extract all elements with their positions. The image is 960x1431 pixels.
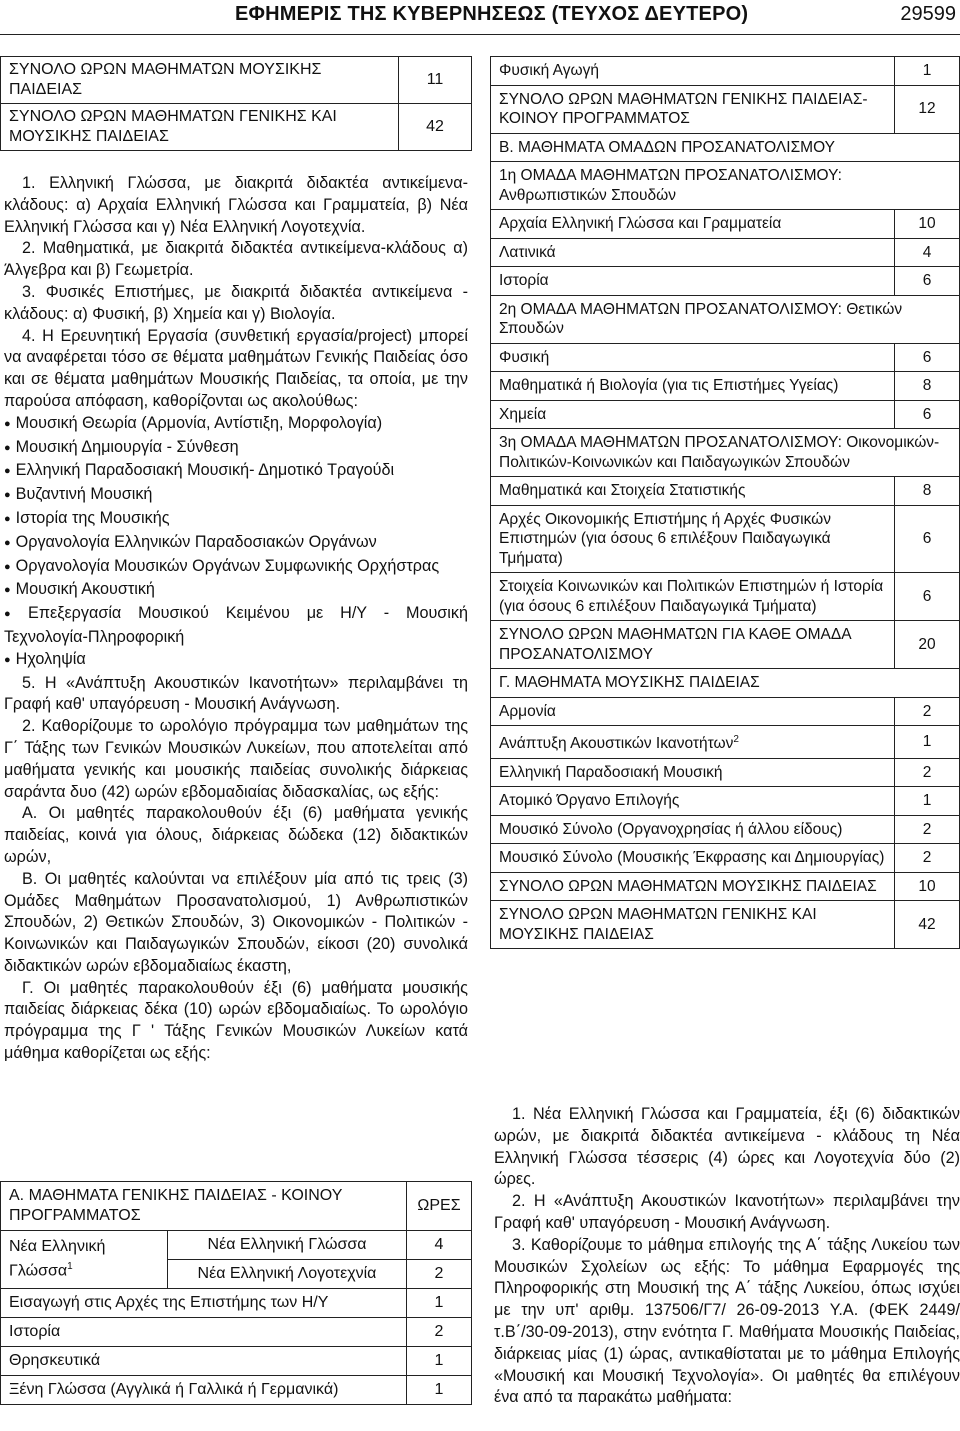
- row-label: Θρησκευτικά: [1, 1347, 407, 1376]
- paragraph: 1. Ελληνική Γλώσσα, με διακριτά διδακτέα αντικείμενα-κλάδους: α) Αρχαία Ελληνική Γλώσσα και Γραμματεία, β) Νέα Ελληνική Γλώσσα και γ) Νέα Ελληνική Λογοτεχνία.: [4, 174, 468, 236]
- orientation-music-table: [490, 56, 960, 949]
- row-label: [491, 758, 895, 787]
- row-label: ΣΥΝΟΛΟ ΩΡΩΝ ΜΑΘΗΜΑΤΩΝ ΓΙΑ ΚΑΘΕ ΟΜΑΔΑ ΠΡΟΣΑΝΑΤΟΛΙΣΜΟΥ: [491, 621, 895, 669]
- paragraph: 2. Μαθηματικά, με διακριτά διδακτέα αντικείμενα-κλάδους α) Άλγεβρα και β) Γεωμετρία.: [4, 239, 468, 280]
- row-value: 11: [399, 57, 472, 104]
- row-label: Χημεία: [491, 400, 895, 429]
- table-row: [491, 726, 960, 759]
- row-label: Φυσική Αγωγή: [491, 57, 895, 86]
- row-label: Νέα Ελληνική Γλώσσα: [168, 1231, 407, 1260]
- row-label: [491, 726, 895, 759]
- row-value: 8: [895, 372, 960, 401]
- row-value: 6: [895, 267, 960, 296]
- table-row: [491, 162, 960, 210]
- footnote-mark: 1: [67, 1261, 73, 1273]
- bullet-item: ● Οργανολογία Μουσικών Οργάνων Συμφωνικής Ορχήστρας: [4, 556, 468, 580]
- paragraph: 2. Η «Ανάπτυξη Ακουστικών Ικανοτήτων» περιλαμβάνει την Γραφή καθ' υπαγόρευση - Μουσική Ανάγνωση.: [494, 1192, 960, 1232]
- left-body-text: [4, 173, 468, 1065]
- group-header: 1η ΟΜΑΔΑ ΜΑΘΗΜΑΤΩΝ ΠΡΟΣΑΝΑΤΟΛΙΣΜΟΥ: Ανθρωπιστικών Σπουδών: [491, 162, 960, 210]
- bullet-item: ● Βυζαντινή Μουσική: [4, 484, 468, 508]
- bullet-item: ● Ιστορία της Μουσικής: [4, 508, 468, 532]
- table-row: [491, 210, 960, 239]
- row-value: 6: [895, 400, 960, 429]
- row-label: [491, 697, 895, 726]
- row-label: Ξένη Γλώσσα (Αγγλικά ή Γαλλικά ή Γερμανικά): [1, 1376, 407, 1405]
- general-education-table: [0, 1181, 472, 1405]
- group-header: 3η ΟΜΑΔΑ ΜΑΘΗΜΑΤΩΝ ΠΡΟΣΑΝΑΤΟΛΙΣΜΟΥ: Οικονομικών-Πολιτικών-Κοινωνικών και Παιδαγωγικών Σπουδών: [491, 429, 960, 477]
- paragraph: Β. Οι μαθητές καλούνται να επιλέξουν μία από τις τρεις (3) Ομάδες Μαθημάτων Προσανατολισμού, 1) Ανθρωπιστικών Σπουδών, 2) Θετικών Σπουδών, 3) Οικονομικών - Πολιτικών - Κοινωνικών και Παιδαγωγικών Σπουδών, είκοσι (20) συνολικά διδακτικών ωρών εβδομαδιαίως έκαστη,: [4, 869, 468, 975]
- table-row: [1, 57, 472, 104]
- row-value: 6: [895, 343, 960, 372]
- row-label: Νέα Ελληνική Λογοτεχνία: [168, 1260, 407, 1289]
- table-row: [491, 85, 960, 133]
- table-row: [491, 901, 960, 949]
- page-header: [0, 0, 960, 35]
- row-label: Μαθηματικά ή Βιολογία (για τις Επιστήμες Υγείας): [491, 372, 895, 401]
- page-number: 29599: [900, 3, 956, 25]
- row-label: Ιστορία: [1, 1318, 407, 1347]
- row-label-text: Ατομικό Όργανο Επιλογής: [499, 792, 680, 810]
- row-value: 1: [895, 57, 960, 86]
- row-label: ΣΥΝΟΛΟ ΩΡΩΝ ΜΑΘΗΜΑΤΩΝ ΜΟΥΣΙΚΗΣ ΠΑΙΔΕΙΑΣ: [491, 872, 895, 901]
- table-row: [491, 844, 960, 873]
- bullet-item: ● Μουσική Θεωρία (Αρμονία, Αντίστιξη, Μορφολογία): [4, 413, 468, 437]
- row-label: Στοιχεία Κοινωνικών και Πολιτικών Επιστημών ή Ιστορία (για όσους 6 επιλέξουν Παιδαγωγικά Τμήματα): [491, 573, 895, 621]
- row-label-text: Αρμονία: [499, 702, 556, 720]
- bullet-item: ● Επεξεργασία Μουσικού Κειμένου με Η/Υ - Μουσική Τεχνολογία-Πληροφορική: [4, 603, 468, 649]
- row-label-text: Ανάπτυξη Ακουστικών Ικανοτήτων: [499, 735, 734, 753]
- table-row: [491, 669, 960, 698]
- paragraph: Γ. Οι μαθητές παρακολουθούν έξι (6) μαθήματα μουσικής παιδείας διάρκειας δέκα (10) ωρών εβδομαδιαίως. Το ωρολόγιο πρόγραμμα της Γ ' Τάξης Γενικών Μουσικών Λυκείων κατά μάθημα καθορίζεται ως εξής:: [4, 978, 468, 1063]
- row-label: ΣΥΝΟΛΟ ΩΡΩΝ ΜΑΘΗΜΑΤΩΝ ΓΕΝΙΚΗΣ ΚΑΙ ΜΟΥΣΙΚΗΣ ΠΑΙΔΕΙΑΣ: [1, 104, 399, 151]
- group-header: 2η ΟΜΑΔΑ ΜΑΘΗΜΑΤΩΝ ΠΡΟΣΑΝΑΤΟΛΙΣΜΟΥ: Θετικών Σπουδών: [491, 295, 960, 343]
- row-label: Μαθηματικά και Στοιχεία Στατιστικής: [491, 477, 895, 506]
- table-row: [491, 238, 960, 267]
- table-row: [1, 1289, 472, 1318]
- top-summary-table: [0, 56, 472, 151]
- row-label-text: Μουσικό Σύνολο (Οργανοχρησίας ή άλλου είδους): [499, 820, 843, 838]
- row-label: ΣΥΝΟΛΟ ΩΡΩΝ ΜΑΘΗΜΑΤΩΝ ΓΕΝΙΚΗΣ ΠΑΙΔΕΙΑΣ-ΚΟΙΝΟΥ ΠΡΟΓΡΑΜΜΑΤΟΣ: [491, 85, 895, 133]
- table-row: [1, 1347, 472, 1376]
- row-value: 10: [895, 872, 960, 901]
- bullet-item: ● Οργανολογία Ελληνικών Παραδοσιακών Οργάνων: [4, 532, 468, 556]
- table-row: [491, 621, 960, 669]
- table-row: [491, 400, 960, 429]
- row-label: Ιστορία: [491, 267, 895, 296]
- bullet-item: ● Μουσική Δημιουργία - Σύνθεση: [4, 437, 468, 461]
- paragraph: 3. Καθορίζουμε το μάθημα επιλογής της Α΄ τάξης Λυκείου των Μουσικών Σχολείων ως εξής: Το μάθημα Εφαρμογές της Πληροφορικής στη Μουσική της Α΄ τάξης Λυκείου, όπως ισχύει με την υπ' αριθμ. 137506/Γ7/ 26-09-2013 Υ.Α. (ΦΕΚ 2449/τ.Β΄/30-09-2013), στην ενότητα Γ. Μαθήματα Μουσικής Παιδείας, διάρκειας μίας (1) ώρας, αντικαθίσταται με το μάθημα Επιλογής «Μουσική και Μουσική Τεχνολογία». Οι μαθητές θα επιλέγουν ένα από τα παρακάτω μαθήματα:: [494, 1235, 960, 1407]
- paragraph: 3. Φυσικές Επιστήμες, με διακριτά διδακτέα αντικείμενα - κλάδους: α) Φυσική, β) Χημεία και γ) Βιολογία.: [4, 282, 468, 323]
- table-row: [491, 429, 960, 477]
- right-body-text: [494, 1104, 960, 1409]
- row-value: 8: [895, 477, 960, 506]
- row-value: 2: [407, 1318, 472, 1347]
- table-row: [1, 1318, 472, 1347]
- group-label: [1, 1231, 168, 1289]
- table-row: [491, 372, 960, 401]
- section-header: Β. ΜΑΘΗΜΑΤΑ ΟΜΑΔΩΝ ΠΡΟΣΑΝΑΤΟΛΙΣΜΟΥ: [491, 133, 960, 162]
- table-row: [491, 295, 960, 343]
- table-row: [491, 758, 960, 787]
- bullet-item: ● Μουσική Ακουστική: [4, 579, 468, 603]
- table-row: [491, 872, 960, 901]
- row-label: Αρχές Οικονομικής Επιστήμης ή Αρχές Φυσικών Επιστημών (για όσους 6 επιλέξουν Παιδαγωγικά Τμήματα): [491, 505, 895, 573]
- row-value: 6: [895, 505, 960, 573]
- row-value: 2: [895, 697, 960, 726]
- row-value: 4: [895, 238, 960, 267]
- table-row: [491, 697, 960, 726]
- row-value: 1: [407, 1347, 472, 1376]
- row-label: Φυσική: [491, 343, 895, 372]
- section-header: Γ. ΜΑΘΗΜΑΤΑ ΜΟΥΣΙΚΗΣ ΠΑΙΔΕΙΑΣ: [491, 669, 960, 698]
- row-label: Αρχαία Ελληνική Γλώσσα και Γραμματεία: [491, 210, 895, 239]
- row-value: 2: [895, 815, 960, 844]
- paragraph: 1. Νέα Ελληνική Γλώσσα και Γραμματεία, έξι (6) διδακτικών ωρών, με διακριτά διδακτέα αντικείμενα - κλάδους τη Νέα Ελληνική Γλώσσα τέσσερις (4) ώρες και Λογοτεχνία δύο (2) ώρες.: [494, 1105, 960, 1189]
- table-row: [1, 1376, 472, 1405]
- table-row: [491, 57, 960, 86]
- table-row: [491, 505, 960, 573]
- hours-header: ΩΡΕΣ: [407, 1182, 472, 1231]
- row-value: 10: [895, 210, 960, 239]
- table-row: [491, 787, 960, 816]
- table-row: [491, 815, 960, 844]
- row-value: 1: [407, 1289, 472, 1318]
- row-value: 1: [407, 1376, 472, 1405]
- bullet-item: ● Ελληνική Παραδοσιακή Μουσική- Δημοτικό Τραγούδι: [4, 460, 468, 484]
- row-label: ΣΥΝΟΛΟ ΩΡΩΝ ΜΑΘΗΜΑΤΩΝ ΓΕΝΙΚΗΣ ΚΑΙ ΜΟΥΣΙΚΗΣ ΠΑΙΔΕΙΑΣ: [491, 901, 895, 949]
- gazette-title: ΕΦΗΜΕΡΙΣ ΤΗΣ ΚΥΒΕΡΝΗΣΕΩΣ (ΤΕΥΧΟΣ ΔΕΥΤΕΡΟ): [235, 3, 749, 25]
- paragraph: 4. Η Ερευνητική Εργασία (συνθετική εργασία/project) μπορεί να αναφέρεται τόσο σε θέματα μαθημάτων Γενικής Παιδείας όσο και σε θέματα μαθημάτων Μουσικής Παιδείας, τα οποία, με την παρούσα απόφαση, καθορίζονται ως ακολούθως:: [4, 326, 468, 410]
- row-value: 42: [895, 901, 960, 949]
- row-value: 20: [895, 621, 960, 669]
- row-value: 1: [895, 726, 960, 759]
- row-label: [491, 815, 895, 844]
- table-header: Α. ΜΑΘΗΜΑΤΑ ΓΕΝΙΚΗΣ ΠΑΙΔΕΙΑΣ - ΚΟΙΝΟΥ ΠΡΟΓΡΑΜΜΑΤΟΣ: [1, 1182, 407, 1231]
- row-value: 6: [895, 573, 960, 621]
- row-value: 2: [895, 758, 960, 787]
- row-value: 2: [407, 1260, 472, 1289]
- row-value: 1: [895, 787, 960, 816]
- row-label: Εισαγωγή στις Αρχές της Επιστήμης των Η/Υ: [1, 1289, 407, 1318]
- group-label-text: Νέα Ελληνική Γλώσσα: [9, 1238, 106, 1280]
- table-row: [1, 1231, 472, 1260]
- table-row: [491, 477, 960, 506]
- row-label-text: Ελληνική Παραδοσιακή Μουσική: [499, 763, 723, 781]
- footnote-mark: 2: [733, 734, 739, 745]
- row-label: ΣΥΝΟΛΟ ΩΡΩΝ ΜΑΘΗΜΑΤΩΝ ΜΟΥΣΙΚΗΣ ΠΑΙΔΕΙΑΣ: [1, 57, 399, 104]
- table-row: [491, 343, 960, 372]
- row-value: 42: [399, 104, 472, 151]
- row-value: 4: [407, 1231, 472, 1260]
- paragraph: 2. Καθορίζουμε το ωρολόγιο πρόγραμμα των μαθημάτων της Γ΄ Τάξης των Γενικών Μουσικών Λυκείων, που αποτελείται από μαθήματα γενικής και μουσικής παιδείας συνολικής διάρκειας σαράντα δυο (42) ωρών εβδομαδιαίας διδασκαλίας, ως εξής:: [4, 717, 468, 801]
- row-label-text: Μουσικό Σύνολο (Μουσικής Έκφρασης και Δημιουργίας): [499, 849, 885, 867]
- bullet-item: ● Ηχοληψία: [4, 649, 468, 673]
- row-label: [491, 844, 895, 873]
- row-label: [491, 787, 895, 816]
- table-row: [1, 104, 472, 151]
- row-label: Λατινικά: [491, 238, 895, 267]
- row-value: 2: [895, 844, 960, 873]
- paragraph: 5. Η «Ανάπτυξη Ακουστικών Ικανοτήτων» περιλαμβάνει τη Γραφή καθ' υπαγόρευση - Μουσική Ανάγνωση.: [4, 673, 468, 714]
- paragraph: Α. Οι μαθητές παρακολουθούν έξι (6) μαθήματα γενικής παιδείας, κοινά για όλους, διάρκειας δώδεκα (12) διδακτικών ωρών,: [4, 804, 468, 866]
- row-value: 12: [895, 85, 960, 133]
- table-row: [491, 267, 960, 296]
- table-row: [1, 1182, 472, 1231]
- table-row: [491, 133, 960, 162]
- table-row: [491, 573, 960, 621]
